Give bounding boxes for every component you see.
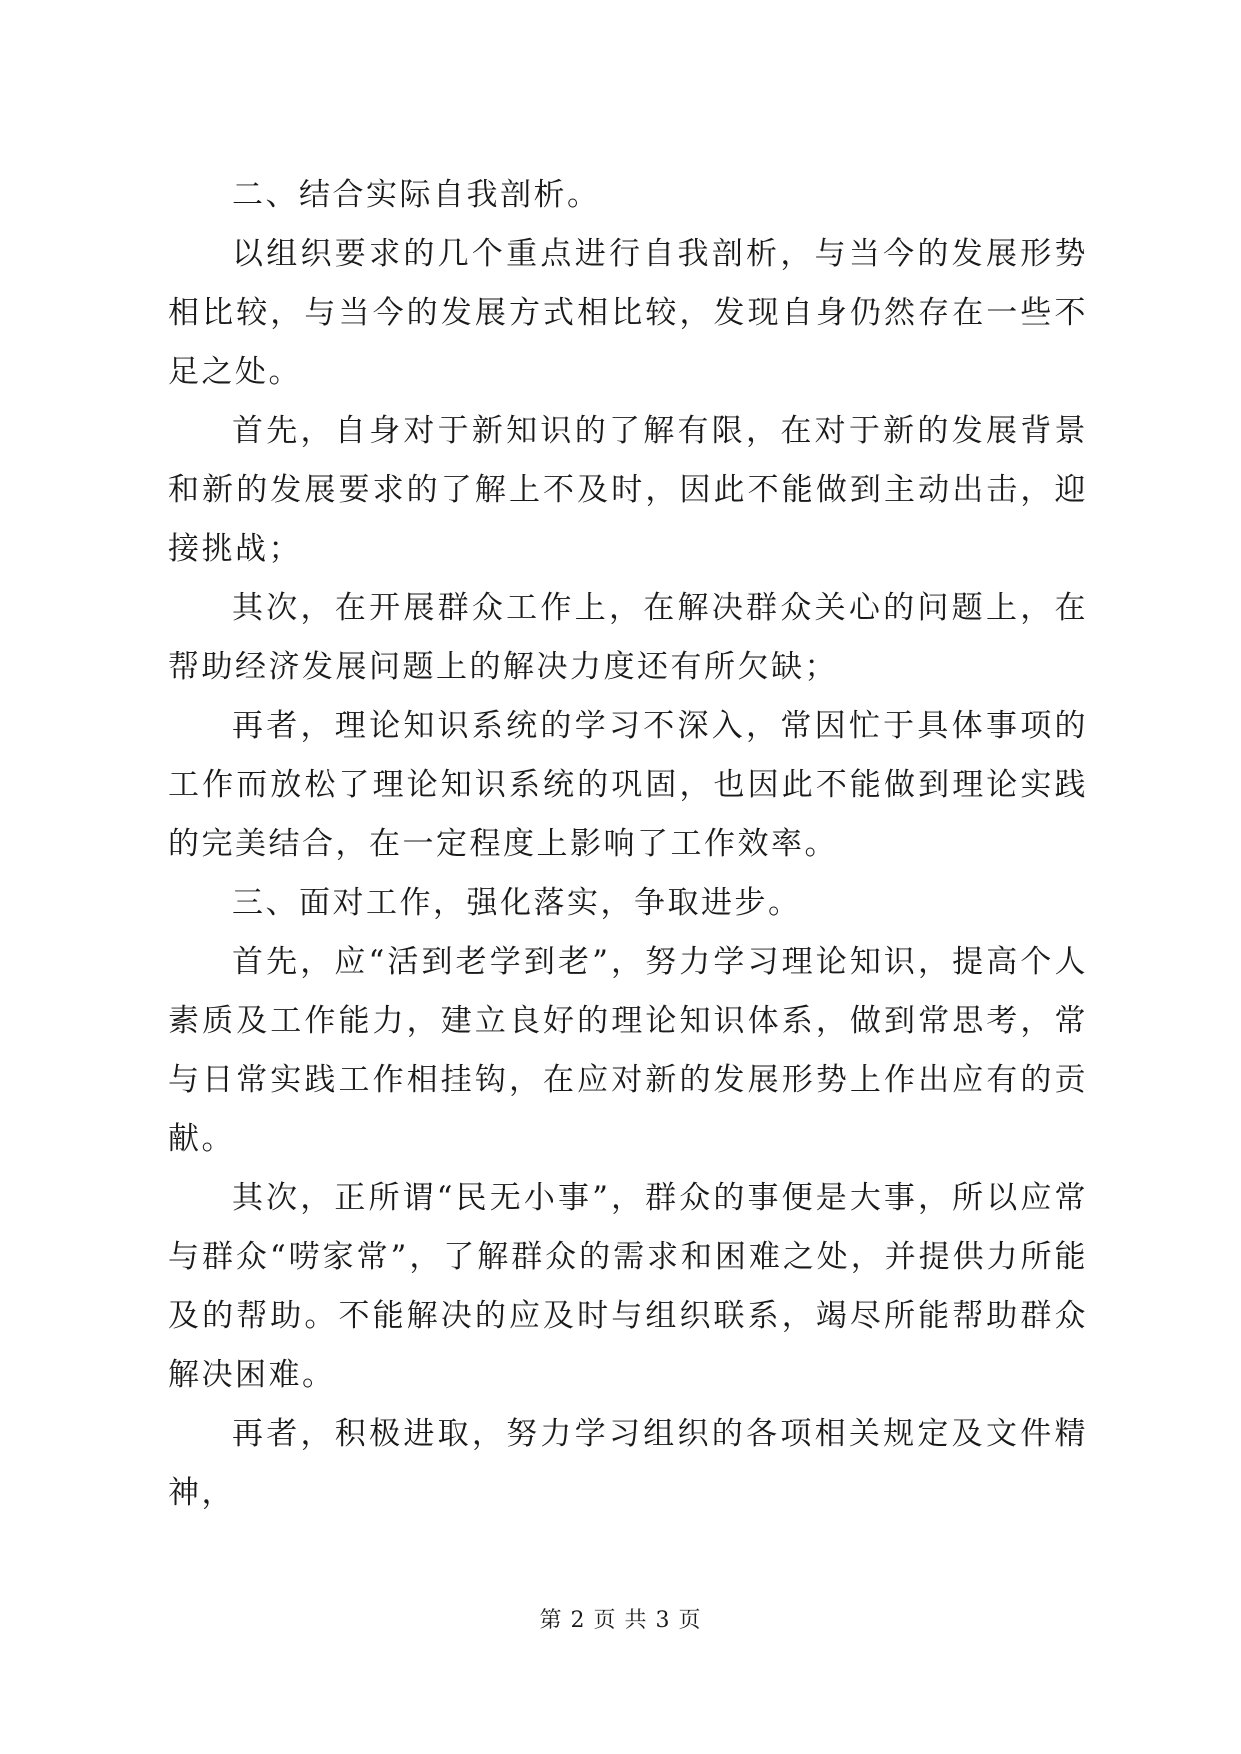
paragraph-self-analysis-intro: 以组织要求的几个重点进行自我剖析，与当今的发展形势相比较，与当今的发展方式相比较，发现自身仍然存在一些不足之处。	[168, 236, 1088, 390]
paragraph-third-measure: 再者，积极进取，努力学习组织的各项相关规定及文件精神，	[168, 1416, 1088, 1511]
paragraph-second-shortcoming: 其次，在开展群众工作上，在解决群众关心的问题上，在帮助经济发展问题上的解决力度还有所欠缺；	[168, 590, 1088, 685]
paragraph-first-shortcoming: 首先，自身对于新知识的了解有限，在对于新的发展背景和新的发展要求的了解上不及时，因此不能做到主动出击，迎接挑战；	[168, 413, 1088, 567]
paragraph-third-shortcoming: 再者，理论知识系统的学习不深入，常因忙于具体事项的工作而放松了理论知识系统的巩固，也因此不能做到理论实践的完美结合，在一定程度上影响了工作效率。	[168, 708, 1088, 862]
page-number: 第 2 页 共 3 页	[539, 1608, 702, 1633]
paragraph-first-measure: 首先，应“活到老学到老”，努力学习理论知识，提高个人素质及工作能力，建立良好的理论知识体系，做到常思考，常与日常实践工作相挂钩，在应对新的发展形势上作出应有的贡献。	[168, 944, 1088, 1157]
paragraph-second-measure: 其次，正所谓“民无小事”，群众的事便是大事，所以应常与群众“唠家常”，了解群众的需求和困难之处，并提供力所能及的帮助。不能解决的应及时与组织联系，竭尽所能帮助群众解决困难。	[168, 1180, 1088, 1393]
document-body	[168, 166, 1088, 1523]
section-heading-improvement: 三、面对工作，强化落实，争取进步。	[232, 885, 802, 921]
section-heading-self-analysis: 二、结合实际自我剖析。	[232, 177, 601, 213]
